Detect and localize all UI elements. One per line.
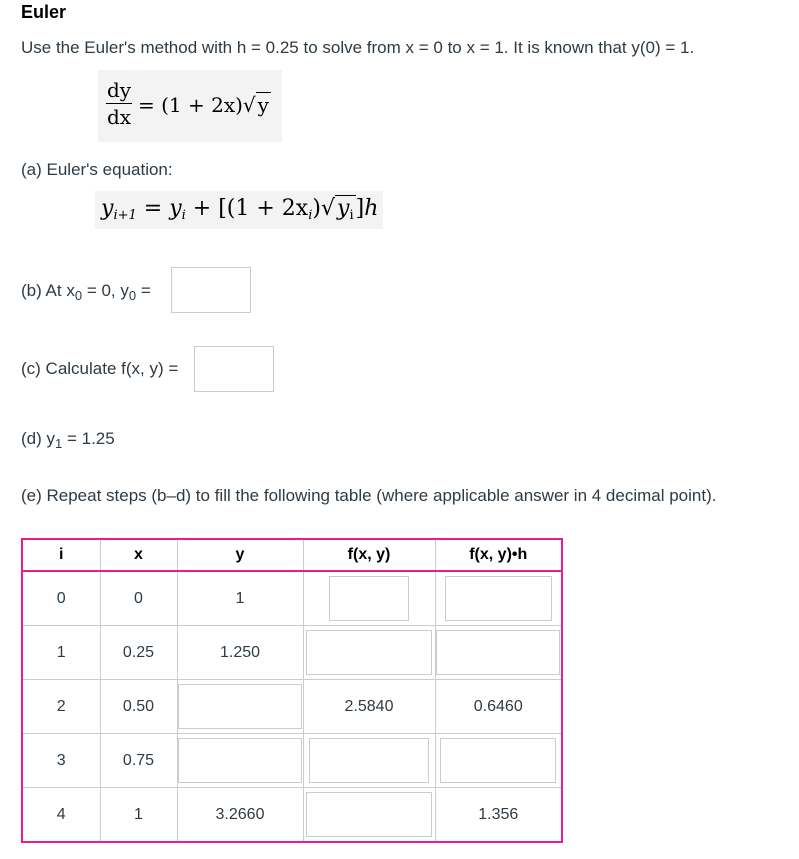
answer-input[interactable] bbox=[309, 738, 429, 783]
sqrt-radicand: y bbox=[257, 93, 269, 117]
table-row bbox=[22, 626, 562, 680]
cell-fxyh bbox=[435, 626, 562, 680]
differential-equation-image bbox=[98, 70, 282, 142]
part-b-sub-y0: 0 bbox=[128, 288, 137, 303]
cell-i: 3 bbox=[22, 734, 100, 788]
header-i: i bbox=[22, 539, 100, 571]
euler-formula bbox=[101, 196, 378, 223]
formula-close-bracket: ] bbox=[355, 196, 365, 221]
formula-sqrt-radicand bbox=[335, 195, 356, 221]
cell-fxyh: 1.356 bbox=[435, 788, 562, 843]
part-b-label bbox=[21, 281, 151, 303]
table-row bbox=[22, 571, 562, 626]
formula-sub-i1: i+1 bbox=[113, 208, 137, 223]
header-y: y bbox=[177, 539, 303, 571]
table-row bbox=[22, 680, 562, 734]
answer-input[interactable] bbox=[329, 576, 409, 621]
part-b-prefix: (b) At x bbox=[21, 281, 75, 300]
euler-table bbox=[21, 538, 563, 843]
formula-sub-xi: i bbox=[308, 208, 313, 223]
cell-i: 0 bbox=[22, 571, 100, 626]
part-d-suffix: = 1.25 bbox=[62, 429, 115, 448]
answer-input[interactable] bbox=[306, 792, 432, 837]
answer-input[interactable] bbox=[178, 738, 302, 783]
cell-fxyh bbox=[435, 734, 562, 788]
cell-y: 1.250 bbox=[177, 626, 303, 680]
part-d-sub: 1 bbox=[55, 436, 63, 451]
cell-fxy bbox=[303, 788, 435, 843]
equation-rhs bbox=[138, 93, 271, 117]
part-e-label: (e) Repeat steps (b–d) to fill the following table (where applicable answer in 4 decimal point). bbox=[21, 486, 717, 505]
cell-i: 2 bbox=[22, 680, 100, 734]
formula-sqrt-sub-i: i bbox=[349, 208, 354, 223]
part-c-label: (c) Calculate f(x, y) = bbox=[21, 359, 179, 378]
cell-fxyh: 0.6460 bbox=[435, 680, 562, 734]
cell-x: 1 bbox=[100, 788, 177, 843]
cell-y bbox=[177, 734, 303, 788]
formula-close-paren: ) bbox=[312, 196, 321, 221]
cell-fxy bbox=[303, 626, 435, 680]
answer-input[interactable] bbox=[445, 576, 552, 621]
answer-input[interactable] bbox=[436, 630, 560, 675]
answer-fxy-input[interactable] bbox=[194, 346, 274, 392]
formula-equals: = bbox=[136, 196, 170, 221]
cell-i: 1 bbox=[22, 626, 100, 680]
header-fxy: f(x, y) bbox=[303, 539, 435, 571]
fraction-numerator: dy bbox=[106, 78, 132, 102]
table-header-row bbox=[22, 539, 562, 571]
part-b-mid: = 0, y bbox=[82, 281, 129, 300]
cell-y: 1 bbox=[177, 571, 303, 626]
cell-fxy bbox=[303, 734, 435, 788]
euler-equation-image bbox=[95, 191, 383, 229]
part-a-label: (a) Euler's equation: bbox=[21, 160, 173, 179]
part-b-suffix: = bbox=[136, 281, 151, 300]
formula-sqrt-y: y bbox=[337, 196, 350, 221]
formula-h: h bbox=[364, 196, 379, 221]
answer-input[interactable] bbox=[440, 738, 556, 783]
cell-x: 0.75 bbox=[100, 734, 177, 788]
part-d-label bbox=[21, 429, 115, 451]
page-title: Euler bbox=[21, 2, 67, 22]
fraction-bar bbox=[106, 103, 132, 104]
cell-x: 0.50 bbox=[100, 680, 177, 734]
table-row bbox=[22, 788, 562, 843]
answer-input[interactable] bbox=[178, 684, 302, 729]
formula-y-i: y bbox=[169, 196, 182, 221]
formula-plus: + [(1 + 2x bbox=[185, 196, 309, 221]
cell-y bbox=[177, 680, 303, 734]
table-row bbox=[22, 734, 562, 788]
cell-i: 4 bbox=[22, 788, 100, 843]
fraction-denominator: dx bbox=[106, 105, 132, 129]
cell-x: 0 bbox=[100, 571, 177, 626]
header-x: x bbox=[100, 539, 177, 571]
cell-y: 3.2660 bbox=[177, 788, 303, 843]
part-b-sub-x0: 0 bbox=[74, 288, 83, 303]
cell-fxy bbox=[303, 571, 435, 626]
answer-input[interactable] bbox=[306, 630, 432, 675]
formula-sqrt: $√y_i$ bbox=[320, 196, 354, 223]
answer-y0-input[interactable] bbox=[171, 267, 251, 313]
part-d-prefix: (d) y bbox=[21, 429, 55, 448]
cell-x: 0.25 bbox=[100, 626, 177, 680]
cell-fxyh bbox=[435, 571, 562, 626]
cell-fxy: 2.5840 bbox=[303, 680, 435, 734]
formula-sub-i: i bbox=[181, 208, 186, 223]
formula-y: y bbox=[101, 196, 114, 221]
derivative-fraction bbox=[106, 79, 132, 128]
sqrt-symbol: √ y bbox=[242, 93, 269, 117]
rhs-factor: = (1 + 2x) bbox=[138, 93, 243, 117]
header-fxyh: f(x, y)•h bbox=[435, 539, 562, 571]
problem-statement: Use the Euler's method with h = 0.25 to solve from x = 0 to x = 1. It is known that y(0) = 1. bbox=[21, 38, 695, 57]
